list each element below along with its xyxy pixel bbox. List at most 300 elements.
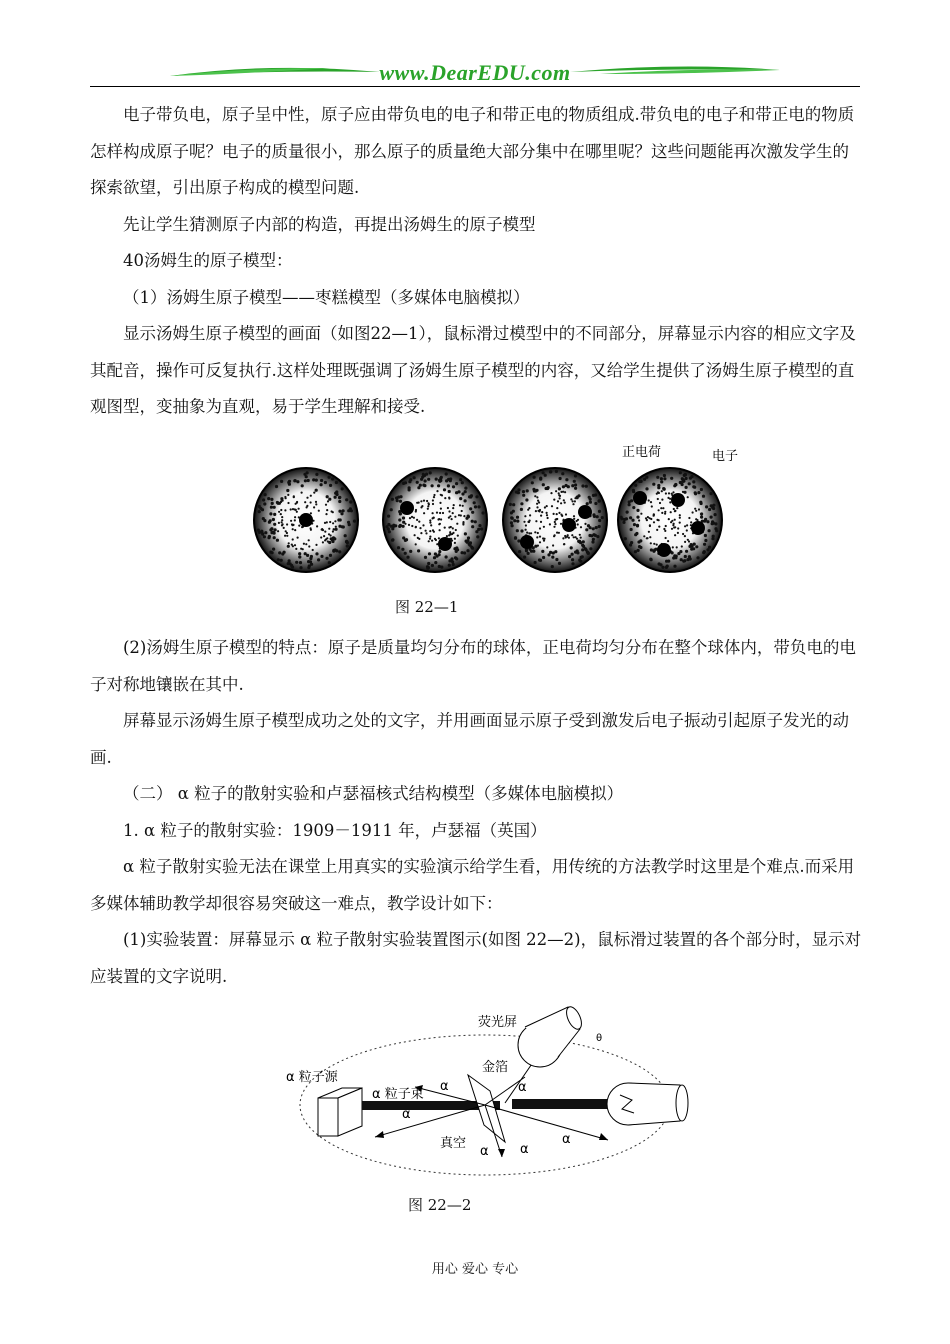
positive-charge-dot — [439, 512, 441, 514]
positive-charge-dot — [536, 496, 538, 498]
positive-charge-dot — [455, 491, 458, 494]
label-positive-charge: 正电荷 — [622, 445, 662, 460]
positive-charge-dot — [420, 478, 423, 481]
positive-charge-dot — [570, 498, 572, 500]
positive-charge-dot — [322, 541, 324, 543]
positive-charge-dot — [341, 487, 344, 490]
positive-charge-dot — [556, 532, 558, 534]
positive-charge-dot — [423, 512, 425, 514]
positive-charge-dot — [344, 534, 347, 537]
positive-charge-dot — [674, 510, 676, 512]
positive-charge-dot — [535, 520, 537, 522]
positive-charge-dot — [427, 562, 430, 565]
positive-charge-dot — [563, 499, 565, 501]
positive-charge-dot — [281, 524, 283, 526]
positive-charge-dot — [663, 477, 666, 480]
positive-charge-dot — [695, 518, 697, 520]
positive-charge-dot — [577, 494, 580, 497]
positive-charge-dot — [324, 539, 326, 541]
positive-charge-dot — [433, 494, 435, 496]
positive-charge-dot — [555, 558, 558, 561]
positive-charge-dot — [636, 524, 639, 527]
positive-charge-dot — [520, 508, 523, 511]
positive-charge-dot — [480, 527, 483, 530]
positive-charge-dot — [482, 511, 485, 514]
positive-charge-dot — [510, 521, 513, 524]
positive-charge-dot — [679, 517, 681, 519]
paragraph: (2)汤姆生原子模型的特点：原子是质量均匀分布的球体，正电荷均匀分布在整个球体内，带负电的电子对称地镶嵌在其中. — [90, 638, 856, 694]
positive-charge-dot — [414, 534, 416, 536]
positive-charge-dot — [665, 537, 667, 539]
figure2-caption: 图 22—2 — [408, 1196, 472, 1214]
positive-charge-dot — [471, 547, 474, 550]
paragraph: 电子带负电，原子呈中性，原子应由带负电的电子和带正电的物质组成.带负电的电子和带正电的物质怎样构成原子呢？电子的质量很小，那么原子的质量绝大部分集中在哪里呢？这些问题能再次激发学生的探索欲望，引出原子构成的模型问题. — [90, 105, 855, 197]
positive-charge-dot — [591, 540, 594, 543]
positive-charge-dot — [546, 546, 548, 548]
positive-charge-dot — [691, 544, 694, 547]
positive-charge-dot — [391, 527, 394, 530]
positive-charge-dot — [684, 473, 687, 476]
positive-charge-dot — [269, 519, 272, 522]
positive-charge-dot — [544, 474, 547, 477]
positive-charge-dot — [568, 555, 571, 558]
positive-charge-dot — [326, 521, 328, 523]
positive-charge-dot — [258, 510, 261, 513]
positive-charge-dot — [321, 528, 323, 530]
positive-charge-dot — [437, 484, 440, 487]
positive-charge-dot — [673, 508, 675, 510]
positive-charge-dot — [645, 517, 647, 519]
positive-charge-dot — [272, 548, 275, 551]
positive-charge-dot — [438, 565, 441, 568]
positive-charge-dot — [697, 491, 700, 494]
positive-charge-dot — [567, 534, 569, 536]
positive-charge-dot — [452, 527, 454, 529]
positive-charge-dot — [433, 496, 435, 498]
positive-charge-dot — [512, 510, 515, 513]
positive-charge-dot — [553, 499, 555, 501]
positive-charge-dot — [455, 557, 458, 560]
positive-charge-dot — [708, 508, 711, 511]
positive-charge-dot — [667, 560, 670, 563]
positive-charge-dot — [420, 532, 422, 534]
positive-charge-dot — [640, 513, 642, 515]
positive-charge-dot — [417, 549, 420, 552]
positive-charge-dot — [432, 512, 434, 514]
positive-charge-dot — [572, 500, 574, 502]
positive-charge-dot — [540, 521, 542, 523]
positive-charge-dot — [263, 535, 266, 538]
label-electron: 电子 — [712, 449, 739, 464]
positive-charge-dot — [562, 537, 564, 539]
positive-charge-dot — [581, 484, 584, 487]
positive-charge-dot — [679, 471, 682, 474]
positive-charge-dot — [554, 521, 556, 523]
positive-charge-dot — [298, 552, 301, 555]
positive-charge-dot — [580, 526, 582, 528]
positive-charge-dot — [448, 510, 450, 512]
positive-charge-dot — [353, 520, 356, 523]
positive-charge-dot — [349, 500, 352, 503]
positive-charge-dot — [538, 501, 540, 503]
positive-charge-dot — [570, 546, 573, 549]
positive-charge-dot — [625, 517, 628, 520]
label-alpha: α — [520, 1142, 529, 1157]
positive-charge-dot — [551, 556, 554, 559]
positive-charge-dot — [553, 526, 555, 528]
positive-charge-dot — [674, 534, 676, 536]
positive-charge-dot — [565, 536, 567, 538]
positive-charge-dot — [417, 537, 419, 539]
positive-charge-dot — [662, 487, 665, 490]
positive-charge-dot — [667, 497, 669, 499]
positive-charge-dot — [714, 527, 717, 530]
positive-charge-dot — [638, 480, 641, 483]
positive-charge-dot — [330, 534, 332, 536]
positive-charge-dot — [694, 508, 696, 510]
positive-charge-dot — [320, 555, 323, 558]
positive-charge-dot — [672, 524, 674, 526]
positive-charge-dot — [433, 517, 435, 519]
positive-charge-dot — [571, 484, 574, 487]
positive-charge-dot — [455, 482, 458, 485]
positive-charge-dot — [677, 532, 679, 534]
positive-charge-dot — [323, 535, 325, 537]
positive-charge-dot — [557, 500, 559, 502]
positive-charge-dot — [459, 478, 462, 481]
positive-charge-dot — [438, 479, 441, 482]
positive-charge-dot — [520, 502, 523, 505]
positive-charge-dot — [399, 500, 402, 503]
positive-charge-dot — [477, 505, 480, 508]
positive-charge-dot — [509, 503, 512, 506]
positive-charge-dot — [679, 514, 681, 516]
positive-charge-dot — [404, 539, 407, 542]
positive-charge-dot — [592, 538, 595, 541]
positive-charge-dot — [461, 551, 464, 554]
positive-charge-dot — [534, 495, 536, 497]
positive-charge-dot — [335, 526, 337, 528]
positive-charge-dot — [474, 505, 477, 508]
positive-charge-dot — [429, 471, 432, 474]
positive-charge-dot — [304, 501, 306, 503]
positive-charge-dot — [525, 524, 527, 526]
positive-charge-dot — [267, 536, 270, 539]
positive-charge-dot — [656, 544, 658, 546]
positive-charge-dot — [535, 510, 537, 512]
positive-charge-dot — [411, 525, 413, 527]
positive-charge-dot — [586, 502, 589, 505]
positive-charge-dot — [447, 507, 449, 509]
positive-charge-dot — [532, 550, 535, 553]
positive-charge-dot — [555, 470, 558, 473]
positive-charge-dot — [572, 503, 574, 505]
positive-charge-dot — [315, 552, 318, 555]
positive-charge-dot — [686, 529, 688, 531]
positive-charge-dot — [683, 559, 686, 562]
positive-charge-dot — [662, 507, 664, 509]
positive-charge-dot — [589, 547, 592, 550]
positive-charge-dot — [345, 498, 348, 501]
positive-charge-dot — [269, 512, 272, 515]
positive-charge-dot — [561, 472, 564, 475]
positive-charge-dot — [574, 497, 576, 499]
positive-charge-dot — [440, 518, 442, 520]
positive-charge-dot — [546, 505, 548, 507]
positive-charge-dot — [708, 529, 711, 532]
positive-charge-dot — [332, 522, 334, 524]
electron-dot — [438, 537, 452, 551]
positive-charge-dot — [534, 531, 536, 533]
positive-charge-dot — [257, 529, 260, 532]
positive-charge-dot — [677, 552, 680, 555]
positive-charge-dot — [700, 516, 703, 519]
positive-charge-dot — [542, 537, 544, 539]
positive-charge-dot — [287, 545, 290, 548]
positive-charge-dot — [661, 490, 663, 492]
positive-charge-dot — [285, 530, 287, 532]
positive-charge-dot — [281, 516, 283, 518]
positive-charge-dot — [294, 519, 296, 521]
positive-charge-dot — [636, 509, 639, 512]
positive-charge-dot — [513, 519, 516, 522]
positive-charge-dot — [310, 555, 313, 558]
positive-charge-dot — [589, 526, 592, 529]
positive-charge-dot — [546, 512, 548, 514]
positive-charge-dot — [315, 503, 317, 505]
positive-charge-dot — [624, 537, 627, 540]
positive-charge-dot — [649, 517, 651, 519]
positive-charge-dot — [425, 473, 428, 476]
positive-charge-dot — [568, 537, 570, 539]
positive-charge-dot — [398, 518, 401, 521]
positive-charge-dot — [307, 479, 310, 482]
positive-charge-dot — [477, 528, 480, 531]
label-alpha: α — [518, 1080, 527, 1095]
positive-charge-dot — [399, 512, 402, 515]
positive-charge-dot — [306, 505, 308, 507]
site-logo-text[interactable]: www.DearEDU.com — [379, 60, 571, 85]
positive-charge-dot — [303, 543, 305, 545]
positive-charge-dot — [341, 525, 344, 528]
positive-charge-dot — [446, 535, 448, 537]
positive-charge-dot — [277, 530, 279, 532]
positive-charge-dot — [333, 537, 336, 540]
positive-charge-dot — [454, 538, 456, 540]
label-fluorescent-screen: 荧光屏 — [478, 1015, 518, 1030]
positive-charge-dot — [663, 528, 665, 530]
positive-charge-dot — [290, 520, 292, 522]
positive-charge-dot — [325, 504, 327, 506]
positive-charge-dot — [328, 561, 331, 564]
positive-charge-dot — [328, 498, 331, 501]
positive-charge-dot — [672, 491, 674, 493]
positive-charge-dot — [462, 522, 464, 524]
positive-charge-dot — [388, 530, 391, 533]
positive-charge-dot — [334, 520, 336, 522]
positive-charge-dot — [418, 521, 420, 523]
positive-charge-dot — [433, 556, 436, 559]
positive-charge-dot — [643, 535, 645, 537]
positive-charge-dot — [459, 504, 461, 506]
positive-charge-dot — [523, 521, 525, 523]
positive-charge-dot — [315, 473, 318, 476]
alpha-beam-transmitted — [512, 1099, 612, 1109]
positive-charge-dot — [464, 532, 467, 535]
positive-charge-dot — [537, 500, 539, 502]
positive-charge-dot — [668, 518, 670, 520]
positive-charge-dot — [679, 522, 681, 524]
positive-charge-dot — [306, 497, 308, 499]
positive-charge-dot — [692, 485, 695, 488]
positive-charge-dot — [706, 548, 709, 551]
positive-charge-dot — [643, 478, 646, 481]
positive-charge-dot — [404, 523, 406, 525]
positive-charge-dot — [560, 514, 562, 516]
positive-charge-dot — [423, 500, 425, 502]
positive-charge-dot — [338, 550, 341, 553]
positive-charge-dot — [520, 529, 523, 532]
positive-charge-dot — [688, 517, 690, 519]
page-header — [90, 58, 860, 92]
positive-charge-dot — [270, 531, 273, 534]
positive-charge-dot — [273, 513, 276, 516]
positive-charge-dot — [652, 550, 655, 553]
positive-charge-dot — [698, 508, 700, 510]
positive-charge-dot — [665, 525, 667, 527]
positive-charge-dot — [537, 545, 539, 547]
positive-charge-dot — [333, 528, 335, 530]
positive-charge-dot — [663, 474, 666, 477]
positive-charge-dot — [449, 479, 452, 482]
positive-charge-dot — [298, 525, 300, 527]
positive-charge-dot — [533, 476, 536, 479]
positive-charge-dot — [558, 562, 561, 565]
fluorescent-screen-microscope — [518, 1005, 585, 1067]
positive-charge-dot — [558, 487, 561, 490]
positive-charge-dot — [464, 499, 467, 502]
positive-charge-dot — [677, 527, 679, 529]
positive-charge-dot — [456, 523, 458, 525]
positive-charge-dot — [524, 515, 526, 517]
positive-charge-dot — [427, 478, 430, 481]
positive-charge-dot — [399, 524, 402, 527]
positive-charge-dot — [449, 515, 451, 517]
positive-charge-dot — [417, 486, 420, 489]
positive-charge-dot — [263, 502, 266, 505]
positive-charge-dot — [657, 498, 659, 500]
positive-charge-dot — [714, 522, 717, 525]
positive-charge-dot — [565, 478, 568, 481]
positive-charge-dot — [440, 508, 442, 510]
positive-charge-dot — [273, 523, 276, 526]
positive-charge-dot — [318, 510, 320, 512]
positive-charge-dot — [346, 544, 349, 547]
positive-charge-dot — [650, 542, 652, 544]
positive-charge-dot — [577, 523, 579, 525]
positive-charge-dot — [579, 534, 581, 536]
positive-charge-dot — [438, 550, 441, 553]
positive-charge-dot — [284, 535, 286, 537]
positive-charge-dot — [409, 517, 411, 519]
positive-charge-dot — [692, 511, 694, 513]
positive-charge-dot — [320, 483, 323, 486]
positive-charge-dot — [264, 531, 267, 534]
body-text-mid — [90, 630, 862, 995]
positive-charge-dot — [598, 525, 601, 528]
positive-charge-dot — [589, 501, 592, 504]
positive-charge-dot — [588, 496, 591, 499]
positive-charge-dot — [550, 492, 552, 494]
positive-charge-dot — [632, 490, 635, 493]
positive-charge-dot — [418, 502, 420, 504]
positive-charge-dot — [534, 561, 537, 564]
paragraph: (1)实验装置：屏幕显示 α 粒子散射实验装置图示(如图 22—2)，鼠标滑过装置的各个部分时，显示对应装置的文字说明. — [90, 930, 862, 986]
positive-charge-dot — [438, 553, 441, 556]
positive-charge-dot — [293, 479, 296, 482]
positive-charge-dot — [571, 562, 574, 565]
positive-charge-dot — [558, 494, 560, 496]
positive-charge-dot — [270, 506, 273, 509]
positive-charge-dot — [331, 510, 333, 512]
detector-microscope-right — [607, 1083, 688, 1125]
paragraph: （1）汤姆生原子模型——枣糕模型（多媒体电脑模拟） — [123, 287, 530, 307]
positive-charge-dot — [536, 506, 538, 508]
positive-charge-dot — [455, 550, 458, 553]
positive-charge-dot — [310, 512, 312, 514]
positive-charge-dot — [646, 537, 648, 539]
positive-charge-dot — [451, 533, 453, 535]
positive-charge-dot — [658, 526, 660, 528]
positive-charge-dot — [469, 541, 472, 544]
positive-charge-dot — [436, 512, 438, 514]
positive-charge-dot — [650, 501, 652, 503]
positive-charge-dot — [651, 505, 653, 507]
electron-dot — [578, 505, 592, 519]
positive-charge-dot — [533, 489, 536, 492]
positive-charge-dot — [281, 521, 283, 523]
positive-charge-dot — [543, 540, 545, 542]
positive-charge-dot — [292, 524, 294, 526]
positive-charge-dot — [665, 492, 667, 494]
positive-charge-dot — [705, 505, 708, 508]
positive-charge-dot — [262, 498, 265, 501]
positive-charge-dot — [649, 558, 652, 561]
positive-charge-dot — [287, 494, 289, 496]
positive-charge-dot — [292, 538, 294, 540]
positive-charge-dot — [544, 506, 546, 508]
positive-charge-dot — [634, 484, 637, 487]
positive-charge-dot — [445, 472, 448, 475]
positive-charge-dot — [300, 548, 302, 550]
positive-charge-dot — [267, 497, 270, 500]
positive-charge-dot — [452, 485, 455, 488]
positive-charge-dot — [324, 481, 327, 484]
label-vacuum: 真空 — [440, 1136, 467, 1151]
positive-charge-dot — [560, 502, 562, 504]
positive-charge-dot — [675, 555, 678, 558]
positive-charge-dot — [429, 538, 431, 540]
paragraph: 1. α 粒子的散射实验：1909－1911 年，卢瑟福（英国） — [123, 820, 547, 840]
positive-charge-dot — [555, 519, 557, 521]
positive-charge-dot — [587, 552, 590, 555]
positive-charge-dot — [448, 526, 450, 528]
positive-charge-dot — [573, 515, 575, 517]
positive-charge-dot — [277, 558, 280, 561]
positive-charge-dot — [275, 485, 278, 488]
positive-charge-dot — [280, 480, 283, 483]
positive-charge-dot — [516, 520, 519, 523]
